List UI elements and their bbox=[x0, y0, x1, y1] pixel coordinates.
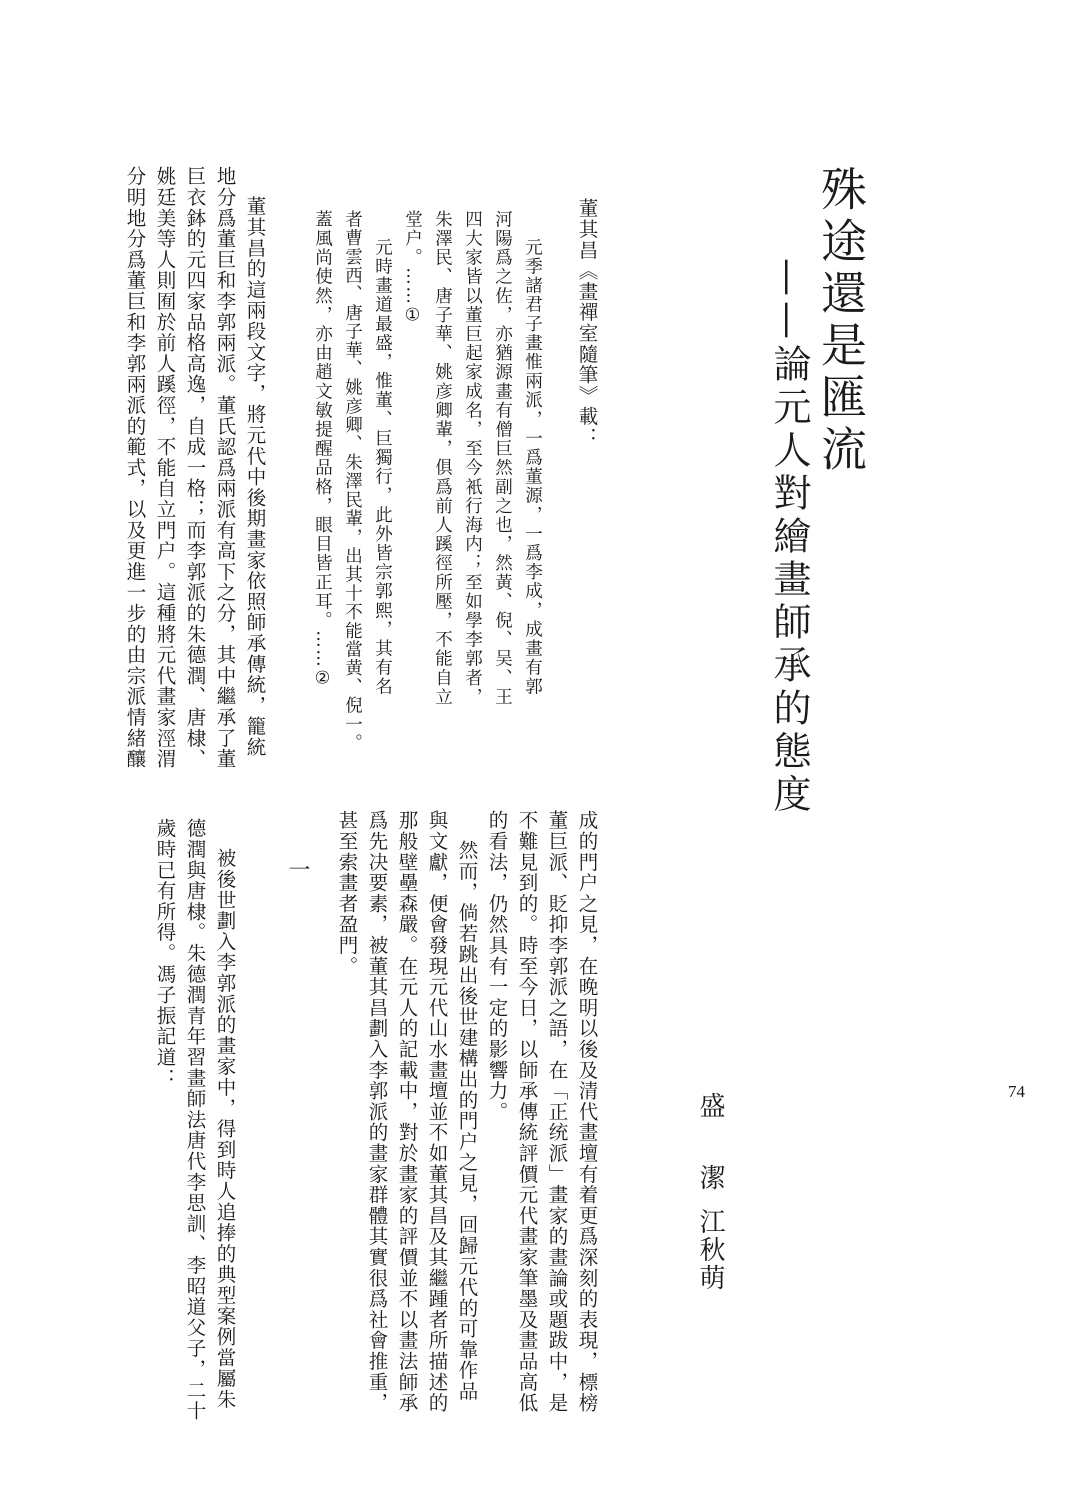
page-number: 74 bbox=[1008, 1082, 1025, 1101]
author-name: 盛 潔 bbox=[695, 1092, 725, 1200]
quote-line: 者曹雲西、唐子華、姚彦卿、朱澤民輩，出其十不能當黄、倪一。 bbox=[342, 210, 363, 753]
body-line: 甚至索畫者盈門。 bbox=[335, 810, 359, 977]
body-line: 德潤與唐棣。朱德潤青年習畫師法唐代李思訓、李昭道父子，二十 bbox=[183, 818, 207, 1422]
section-number: 一 bbox=[285, 858, 310, 880]
body-line: 爲先决要素，被董其昌劃入李郭派的畫家群體其實很爲社會推重， bbox=[365, 810, 389, 1414]
body-line: 被後世劃入李郭派的畫家中，得到時人追捧的典型案例當屬朱 bbox=[213, 848, 237, 1410]
body-line: 董其昌的這兩段文字，將元代中後期畫家依照師承傳統，籠統 bbox=[243, 196, 267, 758]
author-name: 江秋萌 bbox=[695, 1208, 725, 1292]
quote-line: 元時畫道最盛，惟董、巨獨行，此外皆宗郭熙，其有名 bbox=[372, 238, 393, 697]
quote-intro: 董其昌《畫禪室隨筆》載： bbox=[575, 198, 599, 448]
body-line: 巨衣鉢的元四家品格高逸，自成一格；而李郭派的朱德潤、唐棣、 bbox=[183, 166, 207, 770]
quote-line: 蓋風尚使然，亦由趙文敏提醒品格，眼目皆正耳。……② bbox=[312, 210, 333, 690]
body-line: 成的門户之見，在晚明以後及清代畫壇有着更爲深刻的表現，標榜 bbox=[575, 810, 599, 1414]
article-subtitle: ——論元人對繪畫師承的態度 bbox=[767, 258, 811, 817]
quote-line: 四大家皆以董巨起家成名，至今衹行海内；至如學李郭者， bbox=[462, 210, 483, 707]
body-line: 與文獻，便會發現元代山水畫壇並不如董其昌及其繼踵者所描述的 bbox=[425, 810, 449, 1414]
quote-line: 朱澤民、唐子華、姚彦卿輩，俱爲前人蹊徑所壓，不能自立 bbox=[432, 210, 453, 707]
body-line: 分明地分爲董巨和李郭兩派的範式，以及更進一步的由宗派情緒釀 bbox=[123, 166, 147, 770]
body-line: 董巨派、貶抑李郭派之語，在「正统派」畫家的畫論或題跋中，是 bbox=[545, 810, 569, 1414]
quote-line: 元季諸君子畫惟兩派，一爲董源，一爲李成，成畫有郭 bbox=[522, 238, 543, 697]
quote-line: 河陽爲之佐，亦猶源畫有僧巨然副之也，然黃、倪、吴、王 bbox=[492, 210, 513, 707]
body-line: 的看法，仍然具有一定的影響力。 bbox=[485, 810, 509, 1122]
article-title: 殊途還是匯流 bbox=[814, 165, 868, 477]
body-line: 歲時已有所得。馮子振記道： bbox=[153, 818, 177, 1089]
quote-line: 堂户。……① bbox=[402, 210, 423, 328]
body-line: 姚廷美等人則囿於前人蹊徑，不能自立門户。這種將元代畫家涇渭 bbox=[153, 166, 177, 770]
body-line: 地分爲董巨和李郭兩派。董氏認爲兩派有高下之分，其中繼承了董 bbox=[213, 166, 237, 770]
body-line: 那般壁壘森嚴。在元人的記載中，對於畫家的評價並不以畫法師承 bbox=[395, 810, 419, 1414]
body-line: 然而，倘若跳出後世建構出的門户之見，回歸元代的可靠作品 bbox=[455, 840, 479, 1402]
body-line: 不難見到的。時至今日，以師承傳統評價元代畫家筆墨及畫品高低 bbox=[515, 810, 539, 1414]
